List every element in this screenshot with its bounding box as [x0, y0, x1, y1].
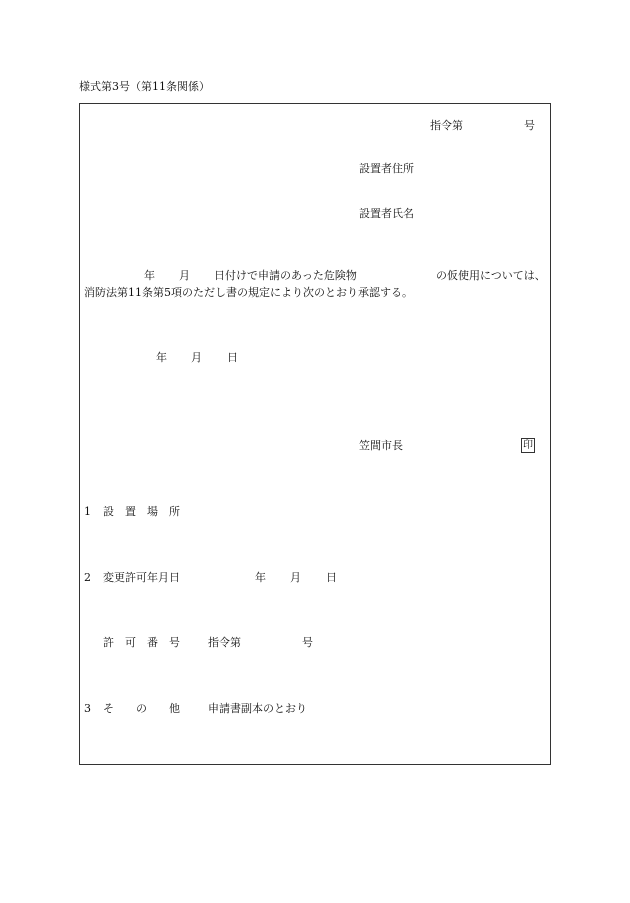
item1-number: 1 — [84, 505, 91, 518]
body-year: 年 — [144, 269, 155, 282]
installer-address-label: 設置者住所 — [359, 162, 414, 175]
approval-day: 日 — [227, 351, 238, 364]
body-line2: 消防法第11条第5項のただし書の規定により次のとおり承認する。 — [84, 286, 413, 299]
item2-number: 2 — [84, 571, 91, 584]
directive-suffix: 号 — [524, 119, 535, 132]
directive-label: 指令第 — [430, 119, 463, 132]
permit-directive-label: 指令第 — [208, 636, 241, 649]
item3-number: 3 — [84, 702, 91, 715]
item2-year: 年 — [255, 571, 266, 584]
permit-directive-suffix: 号 — [302, 636, 313, 649]
body-line1-end: の仮使用については、 — [436, 269, 546, 282]
item2-day: 日 — [326, 571, 337, 584]
approval-month: 月 — [191, 351, 202, 364]
permit-number-label: 許 可 番 号 — [103, 636, 180, 649]
body-month: 月 — [179, 269, 190, 282]
form-frame — [79, 103, 551, 765]
approval-year: 年 — [156, 351, 167, 364]
form-title: 様式第3号（第11条関係） — [79, 80, 210, 93]
item1-label: 設 置 場 所 — [103, 505, 180, 518]
seal-text: 印 — [523, 440, 533, 451]
body-line1-mid: 日付けで申請のあった危険物 — [214, 269, 357, 282]
item2-label: 変更許可年月日 — [103, 571, 180, 584]
item2-month: 月 — [290, 571, 301, 584]
item3-label: そ の 他 — [103, 702, 180, 715]
installer-name-label: 設置者氏名 — [359, 207, 414, 220]
item3-value: 申請書副本のとおり — [208, 702, 307, 715]
seal-mark — [521, 438, 535, 453]
mayor-label: 笠間市長 — [359, 439, 403, 452]
